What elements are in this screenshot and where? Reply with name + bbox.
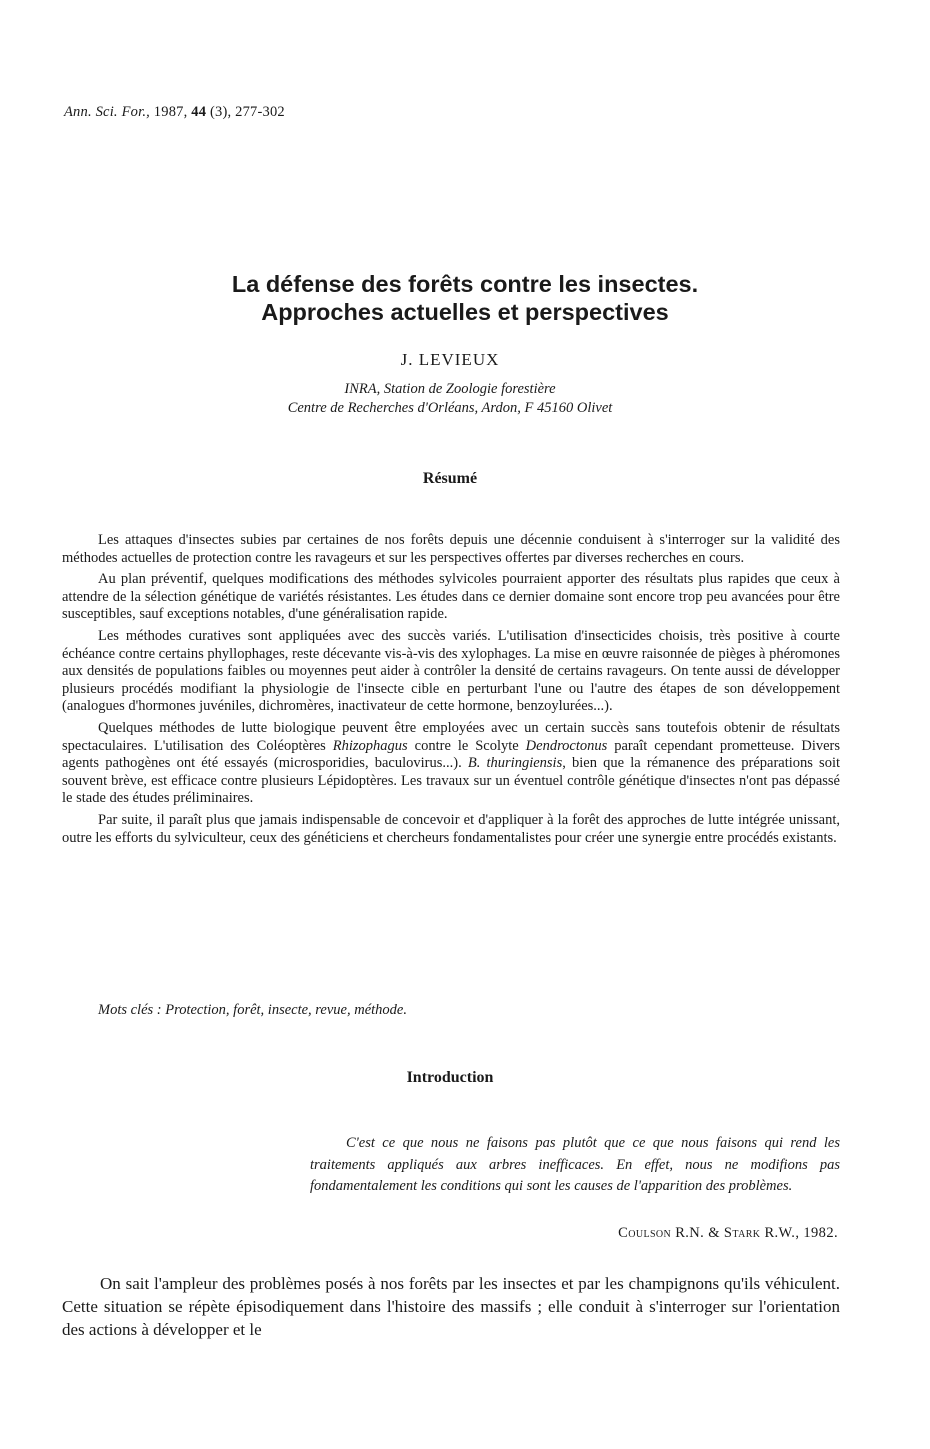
abstract-p4-text-a: Quelques méthodes de lutte biologique peuvent être employées avec un certain succès sans toutefois obtenir de résultats spectaculaires. L'utilisation des Coléoptères <box>62 719 840 754</box>
abstract-p4-text-c: contre le Scolyte <box>407 737 526 754</box>
title-line-1: La défense des forêts contre les insectes. <box>231 271 699 297</box>
species-b-thuringiensis: B. thuringiensis <box>467 755 563 772</box>
title-line-2: Approches actuelles et perspectives <box>261 299 669 325</box>
author-name: J. LEVIEUX <box>400 350 500 369</box>
author-affiliation <box>0 380 900 418</box>
source-separator: R.N. & <box>671 1225 724 1241</box>
genus-dendroctonus: Dendroctonus <box>525 737 608 754</box>
journal-name: Ann. Sci. For., <box>64 104 150 120</box>
affiliation-line-2: Centre de Recherches d'Orléans, Ardon, F 45160 Olivet <box>287 400 613 416</box>
keywords: Mots clés : Protection, forêt, insecte, revue, méthode. <box>98 1002 407 1018</box>
abstract-body <box>62 532 840 851</box>
epigraph-source <box>618 1225 838 1242</box>
introduction-paragraph: On sait l'ampleur des problèmes posés à nos forêts par les insectes et par les champignons qu'ils véhiculent. Cette situation se répète épisodiquement dans l'histoire des massifs ; elle conduit à s'interroger sur l'orientation des actions à développer et le <box>62 1274 840 1339</box>
abstract-paragraph-1: Les attaques d'insectes subies par certaines de nos forêts depuis une décennie conduisent à s'interroger sur la validité des méthodes actuelles de protection contre les ravageurs et sur les perspectives offertes par diverses recherches en cours. <box>62 532 840 566</box>
abstract-p4-text-e: paraît cependant prometteuse. Divers agents pathogènes ont été essayés (microsporidies, baculovirus...). <box>62 737 840 772</box>
epigraph-quote: C'est ce que nous ne faisons pas plutôt que ce que nous faisons qui rend les traitements appliqués aux arbres inefficaces. En effet, nous ne modifions pas fondamentalement les conditions qui sont les causes de l'apparition des problèmes. <box>310 1135 840 1194</box>
source-year: R.W., 1982. <box>760 1225 838 1241</box>
volume-number: 44 <box>191 104 207 120</box>
source-author-1: Coulson <box>618 1225 672 1241</box>
journal-citation <box>64 104 285 121</box>
genus-rhizophagus: Rhizophagus <box>332 737 408 754</box>
source-author-2: Stark <box>723 1225 761 1241</box>
page-range: (3), 277-302 <box>209 104 285 120</box>
abstract-paragraph-2: Au plan préventif, quelques modifications des méthodes sylvicoles pourraient apporter des résultats plus rapides que ceux à attendre de la sélection génétique de variétés résistantes. Les études dans ce dernier domaine sont encore trop peu avancées pour être susceptibles, sauf exceptions notables, d'une généralisation rapide. <box>62 571 840 623</box>
abstract-paragraph-5: Par suite, il paraît plus que jamais indispensable de concevoir et d'appliquer à la forêt des approches de lutte intégrée unissant, outre les efforts du sylviculteur, ceux des généticiens et chercheurs fondamentalistes pour créer une synergie entre procédés existants. <box>62 811 840 846</box>
affiliation-line-1: INRA, Station de Zoologie forestière <box>344 381 556 397</box>
abstract-heading: Résumé <box>422 470 478 487</box>
paper-title <box>0 270 930 326</box>
abstract-p4-text-g: , bien que la rémanence des préparations soit souvent brève, est efficace contre plusieurs Lépidoptères. Les travaux sur un éventuel contrôle génétique d'insectes n'ont pas dépassé le stade des études préliminaires. <box>62 755 841 807</box>
introduction-heading: Introduction <box>406 1069 494 1086</box>
publication-year: 1987, <box>153 104 188 120</box>
abstract-paragraph-4 <box>62 720 840 808</box>
abstract-paragraph-3: Les méthodes curatives sont appliquées avec des succès variés. L'utilisation d'insecticides choisis, très positive à courte échéance contre certains phyllophages, reste décevante vis-à-vis des xylophages. La mise en œuvre raisonnée de pièges à phéromones aux densités de populations faibles ou moyennes peut aider à contrôler la densité de certains ravageurs. On tente aussi de développer plusieurs procédés modifiant la physiologie de l'insecte cible en perturbant l'une ou l'autre des étapes de son développement (analogues d'hormones juvéniles, dichromères, inactivateur de cette hormone, benzoylurées...). <box>62 627 840 715</box>
